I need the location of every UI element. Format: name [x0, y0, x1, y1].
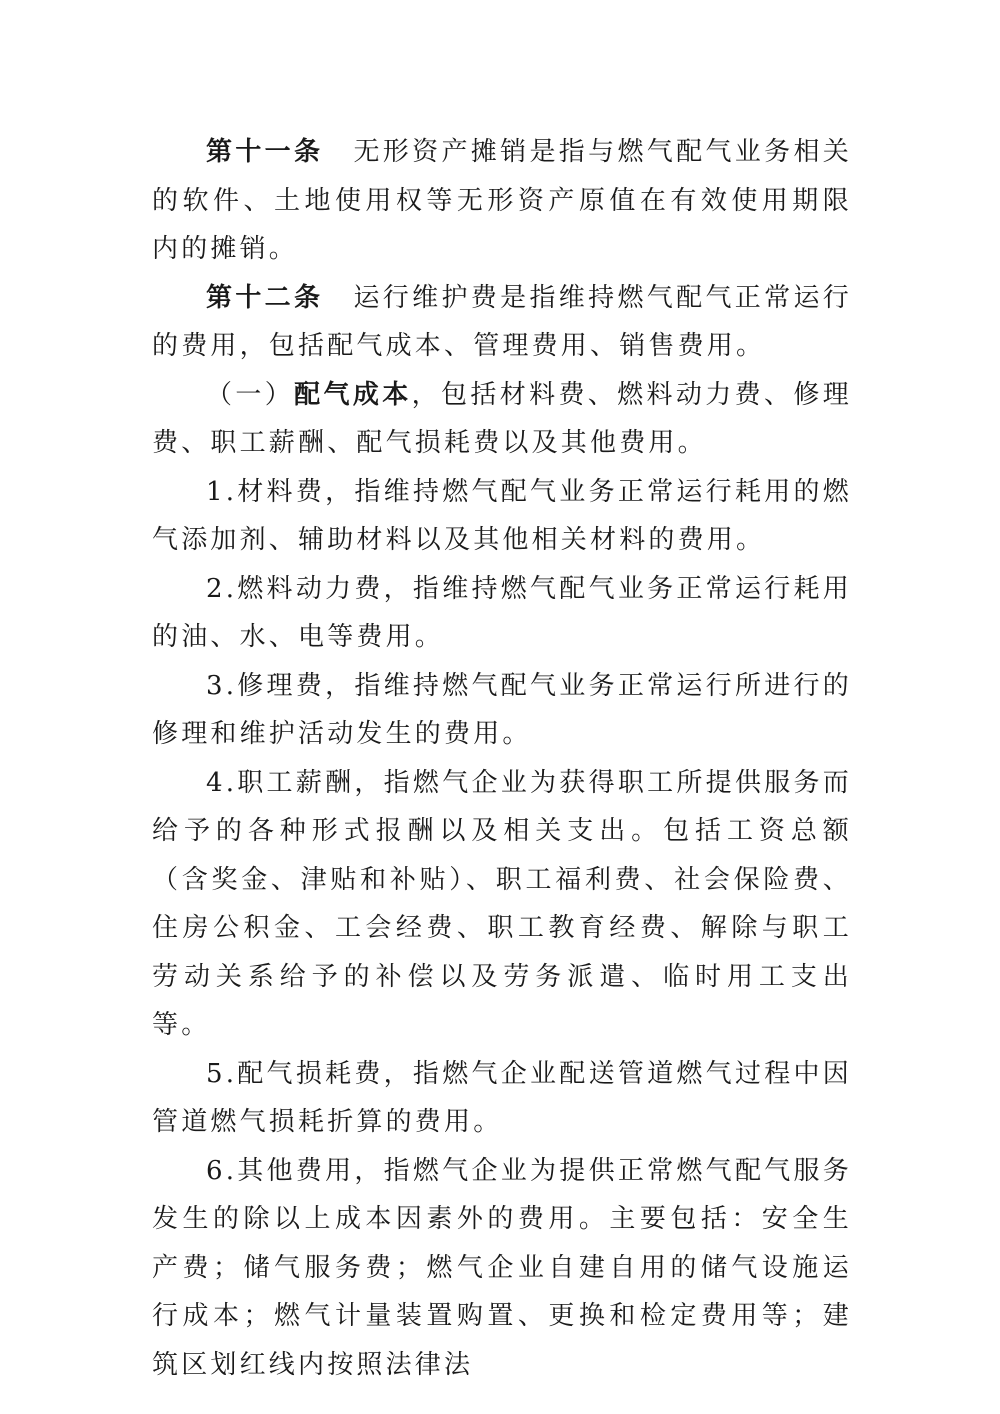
sub-item-2-paragraph: 2.燃料动力费，指维持燃气配气业务正常运行耗用的油、水、电等费用。	[152, 573, 852, 652]
article-12-paragraph	[152, 274, 852, 371]
sub-item-5-paragraph: 5.配气损耗费，指燃气企业配送管道燃气过程中因管道燃气损耗折算的费用。	[152, 1058, 852, 1137]
item-1-prefix: （一）	[206, 379, 295, 410]
sub-item-4-paragraph: 4.职工薪酬，指燃气企业为获得职工所提供服务而给予的各种形式报酬以及相关支出。包括工资总额（含奖金、津贴和补贴）、职工福利费、社会保险费、住房公积金、工会经费、职工教育经费、解除与职工劳动关系给予的补偿以及劳务派遣、临时用工支出等。	[152, 767, 852, 1040]
article-12-heading: 第十二条	[206, 282, 324, 313]
article-12-text: 运行维护费是指维持燃气配气正常运行的费用，包括配气成本、管理费用、销售费用。	[152, 282, 852, 361]
sub-item-3-paragraph: 3.修理费，指维持燃气配气业务正常运行所进行的修理和维护活动发生的费用。	[152, 670, 852, 749]
article-11-heading: 第十一条	[206, 137, 324, 167]
sub-item-1-paragraph: 1.材料费，指维持燃气配气业务正常运行耗用的燃气添加剂、辅助材料以及其他相关材料的费用。	[152, 476, 852, 555]
item-1-text: ，包括材料费、燃料动力费、修理费、职工薪酬、配气损耗费以及其他费用。	[152, 379, 852, 458]
sub-item-6-paragraph: 6.其他费用，指燃气企业为提供正常燃气配气服务发生的除以上成本因素外的费用。主要包括：安全生产费；储气服务费；燃气企业自建自用的储气设施运行成本；燃气计量装置购置、更换和检定费用等；建筑区划红线内按照法律法	[152, 1155, 852, 1380]
item-1-paragraph	[152, 371, 852, 468]
article-11-paragraph	[152, 128, 852, 274]
item-1-heading: 配气成本	[294, 379, 412, 410]
document-body	[152, 128, 852, 1389]
article-11-text: 无形资产摊销是指与燃气配气业务相关的软件、土地使用权等无形资产原值在有效使用期限内的摊销。	[152, 137, 852, 264]
